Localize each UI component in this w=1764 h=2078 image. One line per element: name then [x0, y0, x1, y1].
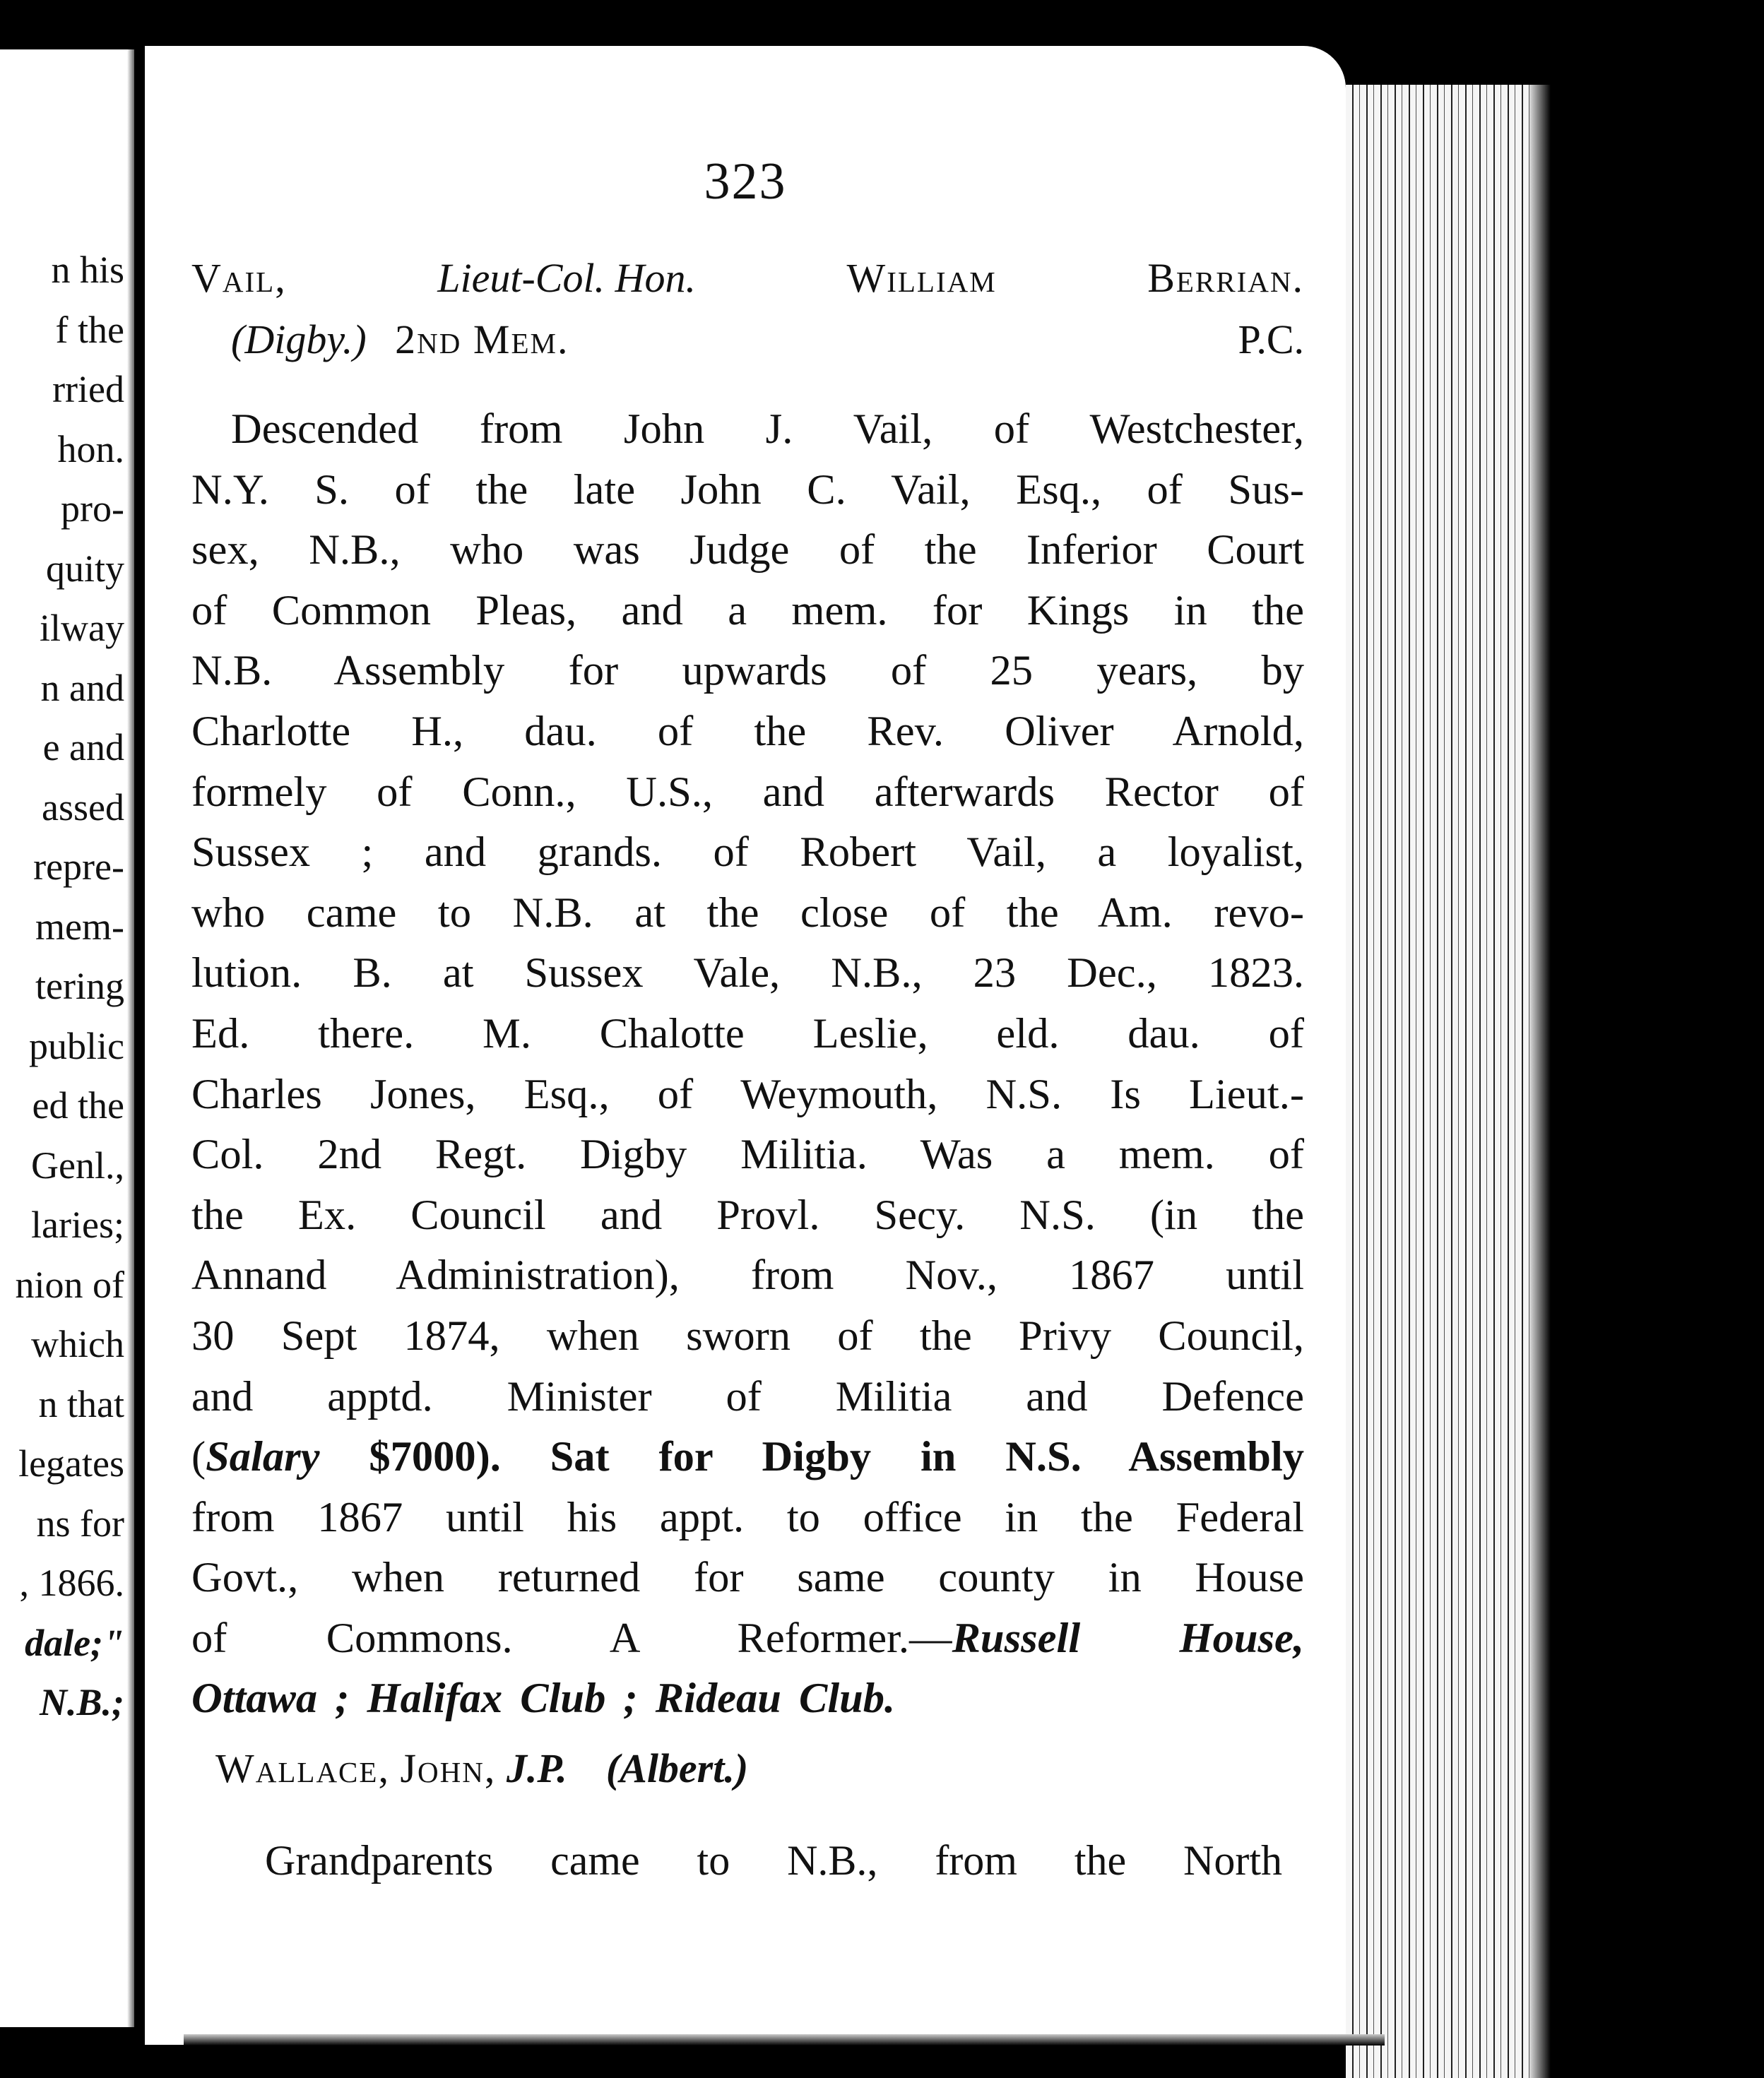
reformer-text: of Commons. A Reformer.— [191, 1614, 952, 1662]
entry-middle-name: Berrian. [1147, 255, 1304, 301]
left-page-fragment: n his [51, 249, 124, 291]
entry2-constituency: (Albert.) [605, 1745, 749, 1791]
left-page-fragment: f the [55, 308, 124, 351]
text-line: sex, N.B., who was Judge of the Inferior Court [191, 526, 1304, 574]
entry-surname: Vail, [191, 255, 287, 301]
left-page-fragment: ns for [36, 1502, 124, 1545]
left-page-fragment: repre- [33, 845, 124, 888]
page-bottom-shadow [184, 2034, 1385, 2046]
left-page-fragment: ed the [32, 1084, 124, 1127]
left-page-fragment: ilway [40, 607, 124, 649]
text-line: Govt., when returned for same county in House [191, 1554, 1304, 1602]
address-russell-house: Russell House, [952, 1614, 1304, 1662]
left-page-text-fragments [16, 240, 125, 1733]
biography-vail [191, 399, 1304, 1729]
entry2-surname: Wallace, [215, 1745, 390, 1791]
left-page-fragment: Genl., [31, 1144, 124, 1187]
text-line-clubs [191, 1668, 1304, 1729]
book-page-edges [1346, 85, 1529, 2078]
left-page-fragment: legates [18, 1442, 124, 1485]
clubs-list: Ottawa ; Halifax Club ; Rideau Club. [191, 1675, 896, 1723]
text-line: Ed. there. M. Chalotte Leslie, eld. dau. of [191, 1009, 1304, 1057]
text-line: Charlotte H., dau. of the Rev. Oliver Arnold, [191, 707, 1304, 755]
left-page-fragment: , 1866. [19, 1562, 124, 1604]
left-page-fragment: public [29, 1024, 124, 1067]
text-line: the Ex. Council and Provl. Secy. N.S. (in the [191, 1191, 1304, 1239]
left-page-fragment: n and [40, 666, 124, 709]
entry-subheading-vail [191, 316, 1304, 363]
text-line: who came to N.B. at the close of the Am. revo- [191, 889, 1304, 937]
left-page-fragment: tering [35, 965, 124, 1007]
text-line: N.Y. S. of the late John C. Vail, Esq., of Sus- [191, 465, 1304, 513]
entry2-honour: J.P. [506, 1745, 567, 1791]
entry-constituency-group [231, 316, 569, 363]
text-line: formely of Conn., U.S., and afterwards Rector of [191, 768, 1304, 816]
left-page-fragment: n that [38, 1382, 124, 1425]
text-line: Sussex ; and grands. of Robert Vail, a loyalist, [191, 829, 1304, 877]
left-page-fragment: quity [45, 547, 124, 590]
entry-heading-vail [191, 254, 1304, 302]
entry-heading-wallace [215, 1745, 748, 1792]
main-page [145, 46, 1346, 2045]
text-line: Col. 2nd Regt. Digby Militia. Was a mem. of [191, 1131, 1304, 1179]
left-page-fragment: e and [42, 726, 124, 768]
left-page-fragment: assed [42, 785, 124, 829]
left-page-fragment: which [31, 1323, 124, 1365]
text-line-salary: (Salary $7000). Sat for Digby in N.S. Assembly [191, 1433, 1305, 1481]
biography-wallace-first-line: Grandparents came to N.B., from the North [265, 1837, 1282, 1884]
text-line: from 1867 until his appt. to office in the Federal [191, 1493, 1304, 1541]
left-page-fragment: laries; [31, 1204, 124, 1246]
entry2-first-name: John, [400, 1745, 497, 1791]
left-facing-page [0, 49, 134, 2027]
left-page-fragment: rried [52, 368, 124, 410]
text-line: Descended from John J. Vail, of Westchester, [231, 405, 1304, 453]
page-number: 323 [704, 153, 787, 210]
left-page-fragment: pro- [61, 487, 124, 530]
text-line-reformer [191, 1608, 1304, 1669]
text-line: of Common Pleas, and a mem. for Kings in the [191, 586, 1304, 634]
left-page-fragment: N.B.; [40, 1681, 124, 1723]
text-line: N.B. Assembly for upwards of 25 years, by [191, 647, 1304, 695]
entry-first-name: William [846, 255, 997, 301]
text-line: 30 Sept 1874, when sworn of the Privy Council, [191, 1312, 1304, 1360]
salary-label: Salary [206, 1433, 320, 1481]
left-page-fragment: hon. [57, 427, 124, 470]
left-page-fragment: dale;" [25, 1621, 124, 1664]
entry-constituency: (Digby.) [231, 316, 367, 362]
text-line: Charles Jones, Esq., of Weymouth, N.S. Is Lieut.- [191, 1070, 1304, 1118]
text-line: and apptd. Minister of Militia and Defence [191, 1372, 1304, 1420]
left-page-fragment: mem- [35, 905, 124, 948]
entry-membership: 2nd Mem. [395, 316, 569, 362]
entry-title: Lieut-Col. Hon. [437, 255, 696, 301]
entry-honour: P.C. [1238, 316, 1304, 362]
text-line: Annand Administration), from Nov., 1867 until [191, 1252, 1304, 1300]
page-edge-shadow [1529, 85, 1551, 2078]
text-line: lution. B. at Sussex Vale, N.B., 23 Dec., 1823. [191, 949, 1304, 997]
salary-rest: $7000). Sat for Digby in N.S. Assembly [369, 1433, 1305, 1481]
page-gutter-shadow [127, 49, 134, 2027]
left-page-fragment: nion of [15, 1263, 124, 1306]
